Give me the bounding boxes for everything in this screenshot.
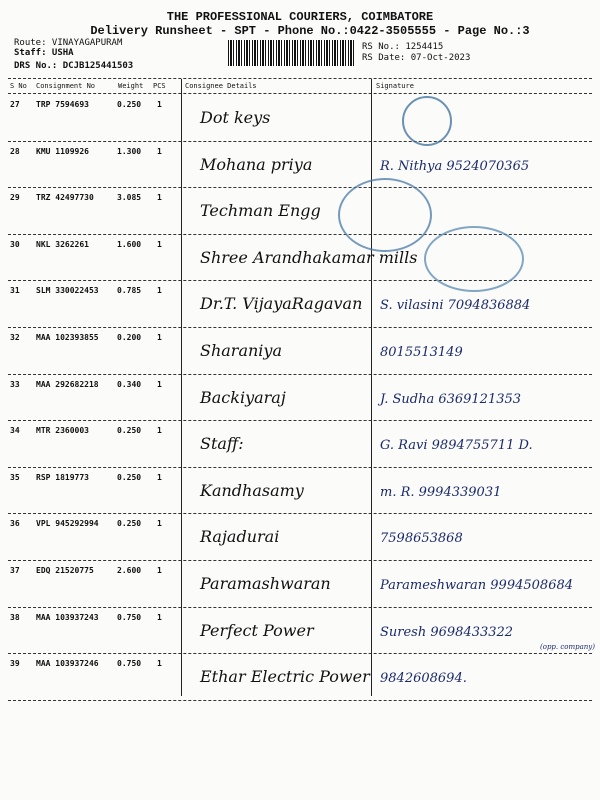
row-signature: Suresh 9698433322 (380, 624, 514, 640)
barcode (228, 40, 354, 66)
route-label: Route: VINAYAGAPURAM (14, 38, 123, 48)
row-weight: 0.250 (117, 100, 142, 109)
row-sno: 30 (10, 239, 20, 249)
row-divider (8, 420, 592, 421)
row-signature: m. R. 9994339031 (380, 484, 502, 500)
row-divider (8, 513, 592, 514)
row-consignment-no: MAA 103937246 (36, 659, 99, 669)
row-consignment-no: MTR 2360003 (36, 426, 89, 436)
row-divider (8, 141, 592, 142)
col-header-consignment: Consignment No (36, 82, 96, 90)
row-pcs: 1 (157, 146, 162, 156)
row-weight: 0.785 (117, 286, 142, 296)
row-consignment-no: TRP 7594693 (36, 100, 89, 109)
row-consignee: Techman Engg (200, 201, 321, 221)
row-signature: S. vilasini 7094836884 (380, 298, 531, 314)
row-signature: 8015513149 (380, 345, 463, 360)
row-weight: 0.250 (117, 519, 142, 529)
row-sno: 33 (10, 379, 20, 389)
row-signature: 9842608694. (380, 671, 467, 687)
row-divider (8, 327, 592, 328)
row-sno: 27 (10, 100, 20, 109)
row-signature: 7598653868 (380, 531, 463, 547)
row-consignment-no: MAA 103937243 (36, 612, 99, 622)
row-divider (8, 607, 592, 608)
row-weight: 0.250 (117, 426, 142, 436)
row-consignment-no: NKL 3262261 (36, 239, 89, 249)
row-consignee: Sharaniya (200, 341, 282, 360)
row-divider (8, 700, 592, 701)
row-weight: 0.750 (117, 659, 142, 669)
row-pcs: 1 (157, 519, 162, 529)
row-consignee: Rajadurai (200, 527, 280, 547)
row-weight: 0.340 (117, 379, 142, 389)
row-sno: 35 (10, 472, 20, 482)
row-consignment-no: TRZ 42497730 (36, 193, 94, 203)
row-sno: 37 (10, 566, 20, 575)
company-stamp (402, 96, 452, 146)
row-signature: J. Sudha 6369121353 (380, 391, 522, 407)
row-pcs: 1 (157, 193, 162, 203)
row-sno: 31 (10, 286, 20, 296)
drs-label: DRS No.: DCJB125441503 (14, 61, 134, 71)
col-header-pcs: PCS (153, 82, 166, 90)
row-consignee: Dr.T. VijayaRagavan (200, 294, 363, 314)
row-sno: 39 (10, 659, 20, 669)
row-weight: 3.085 (117, 193, 142, 203)
row-weight: 0.200 (117, 333, 142, 342)
row-consignee: Perfect Power (200, 620, 314, 640)
row-sno: 34 (10, 426, 20, 436)
col-header-sno: S No (10, 82, 27, 90)
staff-label: Staff: USHA (14, 48, 74, 58)
row-weight: 0.750 (117, 612, 142, 622)
row-divider (8, 560, 592, 561)
rs-date: RS Date: 07-Oct-2023 (362, 53, 471, 63)
col-header-weight: Weight (118, 82, 144, 90)
row-divider (8, 653, 592, 654)
row-divider (8, 187, 592, 188)
row-consignment-no: EDQ 21520775 (36, 566, 94, 575)
company-stamp (424, 226, 524, 292)
row-consignment-no: RSP 1819773 (36, 472, 89, 482)
row-pcs: 1 (157, 659, 162, 669)
row-signature: Parameshwaran 9994508684 (380, 578, 574, 593)
row-weight: 1.600 (117, 239, 142, 249)
row-pcs: 1 (157, 333, 162, 342)
row-consignee: Paramashwaran (200, 574, 331, 593)
row-consignment-no: MAA 292682218 (36, 379, 99, 389)
row-consignment-no: VPL 945292994 (36, 519, 99, 529)
row-sno: 38 (10, 612, 20, 622)
row-consignment-no: MAA 102393855 (36, 333, 99, 342)
row-divider (8, 374, 592, 375)
page-subtitle: Delivery Runsheet - SPT - Phone No.:0422-3505555 - Page No.:3 (90, 24, 530, 38)
row-consignee: Ethar Electric Power (200, 667, 370, 687)
row-signature: R. Nithya 9524070365 (380, 158, 530, 174)
row-sno: 36 (10, 519, 20, 529)
row-pcs: 1 (157, 286, 162, 296)
row-pcs: 1 (157, 379, 162, 389)
rs-number: RS No.: 1254415 (362, 42, 444, 52)
row-consignee: Mohana priya (200, 154, 313, 174)
company-stamp (338, 178, 432, 252)
row-sno: 32 (10, 333, 20, 342)
row-pcs: 1 (157, 566, 162, 575)
row-sno: 29 (10, 193, 20, 203)
opp-company-note: (opp. company) (540, 643, 595, 651)
row-consignee: Backiyaraj (200, 387, 286, 407)
row-pcs: 1 (157, 472, 162, 482)
row-divider (8, 467, 592, 468)
row-consignee: Kandhasamy (200, 480, 304, 500)
row-pcs: 1 (157, 239, 162, 249)
row-weight: 2.600 (117, 566, 142, 575)
row-sno: 28 (10, 146, 20, 156)
row-consignee: Staff: (200, 434, 244, 454)
row-signature: G. Ravi 9894755711 D. (380, 438, 533, 454)
row-pcs: 1 (157, 612, 162, 622)
row-weight: 0.250 (117, 472, 142, 482)
row-weight: 1.300 (117, 146, 142, 156)
page-title: THE PROFESSIONAL COURIERS, COIMBATORE (166, 10, 434, 24)
row-consignee: Shree Arandhakamar mills (200, 247, 418, 267)
row-consignee: Dot keys (200, 108, 271, 127)
col-header-signature: Signature (376, 82, 414, 90)
row-consignment-no: KMU 1109926 (36, 146, 89, 156)
col-header-consignee: Consignee Details (185, 82, 257, 90)
row-pcs: 1 (157, 426, 162, 436)
row-pcs: 1 (157, 100, 162, 109)
row-consignment-no: SLM 330022453 (36, 286, 99, 296)
